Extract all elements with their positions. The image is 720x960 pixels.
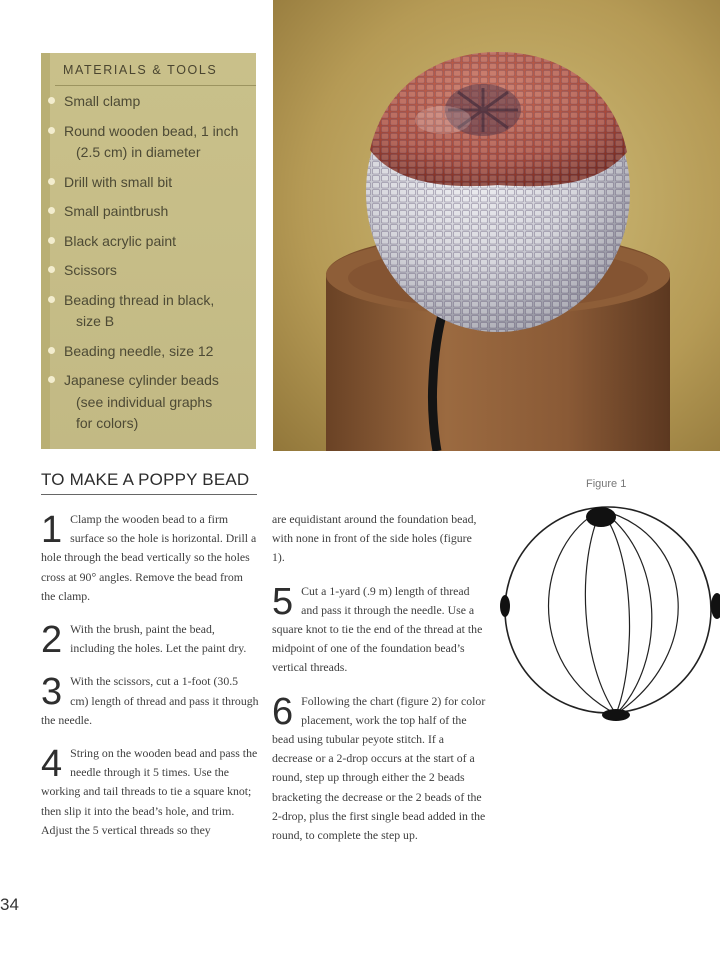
bottom-hole-icon <box>602 709 630 721</box>
step-text: Following the chart (figure 2) for color placement, work the top half of the bead using tubular peyote stitch. If a decrease or a 2-drop occurs at the start of a round, step up through either the 2 beads bracketing the decrease or the 2 beads of the 2-drop, plus the first single bead added in the round, to complete the step up. <box>272 693 486 843</box>
step-2 <box>41 619 259 662</box>
bullet-icon <box>48 376 55 383</box>
list-item: Japanese cylinder beads (see individual graphs for colors) <box>41 370 256 435</box>
bullet-icon <box>48 127 55 134</box>
step-text: Cut a 1-yard (.9 m) length of thread and pass it through the needle. Use a square knot to tie the end of the thread at the midpoint of one of the foundation bead’s vertical threads. <box>272 583 483 675</box>
bullet-icon <box>48 207 55 214</box>
bullet-icon <box>48 237 55 244</box>
bullet-icon <box>48 296 55 303</box>
bullet-icon <box>48 347 55 354</box>
sphere-threads-diagram <box>496 494 720 726</box>
bullet-icon <box>48 266 55 273</box>
step-6 <box>272 692 487 846</box>
list-item: Black acrylic paint <box>41 231 256 253</box>
materials-list <box>41 91 256 443</box>
step-number: 3 <box>41 671 63 714</box>
step-number: 5 <box>272 580 294 623</box>
list-item: Small clamp <box>41 91 256 113</box>
step-4-continued <box>272 510 487 568</box>
step-text: With the scissors, cut a 1-foot (30.5 cm) length of thread and pass it through the needle. <box>41 674 259 727</box>
divider <box>41 494 257 495</box>
left-hole-icon <box>500 595 510 617</box>
step-5 <box>272 582 487 678</box>
list-item: Round wooden bead, 1 inch (2.5 cm) in diameter <box>41 121 256 164</box>
step-number: 6 <box>272 690 294 733</box>
step-number: 4 <box>41 743 63 786</box>
step-number: 1 <box>41 509 63 551</box>
bullet-icon <box>48 97 55 104</box>
step-3 <box>41 672 259 730</box>
step-text: String on the wooden bead and pass the needle through it 5 times. Use the working and tail threads to tie a square knot; then slip it into the bead’s hole, and trim. Adjust the 5 vertical threads so they <box>41 746 258 837</box>
step-text: are equidistant around the foundation bead, with none in front of the side holes (figure 1). <box>272 512 477 565</box>
figure-label: Figure 1 <box>586 478 627 490</box>
step-1 <box>41 510 259 606</box>
list-item: Scissors <box>41 260 256 282</box>
materials-title: MATERIALS & TOOLS <box>63 63 218 77</box>
section-title: TO MAKE A POPPY BEAD <box>41 470 250 489</box>
bead-photo <box>273 0 720 451</box>
list-item: Beading thread in black, size B <box>41 290 256 333</box>
step-text: With the brush, paint the bead, including the holes. Let the paint dry. <box>70 622 247 656</box>
page-number: 34 <box>0 895 19 914</box>
list-item: Small paintbrush <box>41 201 256 223</box>
materials-box <box>41 53 256 449</box>
instructions-column-1 <box>41 510 259 854</box>
bullet-icon <box>48 178 55 185</box>
list-item: Beading needle, size 12 <box>41 341 256 363</box>
list-item: Drill with small bit <box>41 172 256 194</box>
instructions-column-2 <box>272 510 487 859</box>
step-text: Clamp the wooden bead to a firm surface so the hole is horizontal. Drill a hole through the bead vertically so the holes cross at 90° angles. Remove the bead from the clamp. <box>41 512 257 603</box>
figure-1-diagram <box>496 494 720 726</box>
poppy-bead-image <box>273 0 720 451</box>
top-hole-icon <box>586 507 616 527</box>
step-number: 2 <box>41 619 63 662</box>
divider <box>55 85 256 86</box>
step-4 <box>41 744 259 840</box>
right-hole-icon <box>711 593 720 619</box>
